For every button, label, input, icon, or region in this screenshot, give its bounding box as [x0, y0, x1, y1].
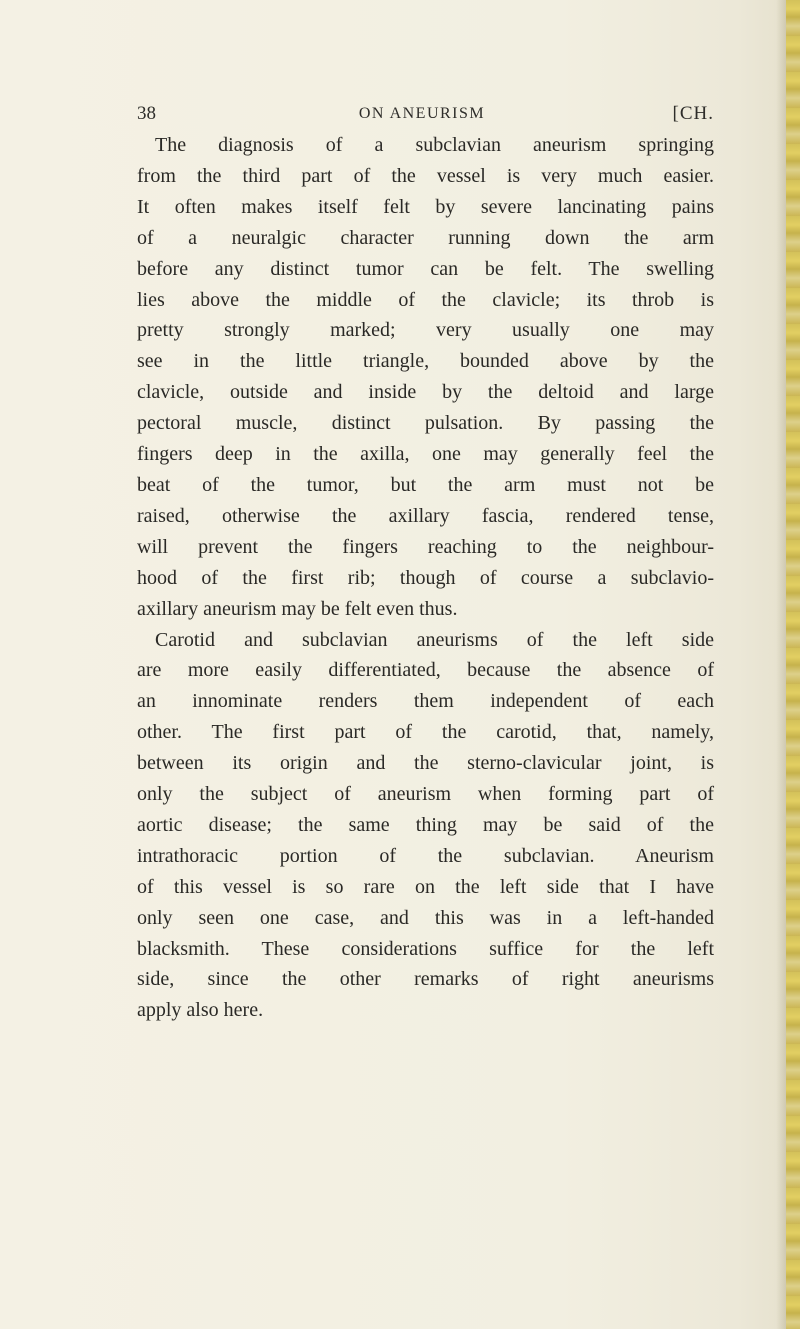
text-line: other. The first part of the carotid, that, namely,	[137, 721, 714, 744]
text-line: fingers deep in the axilla, one may generally feel the	[137, 443, 714, 466]
text-line: apply also here.	[137, 999, 264, 1022]
page-gilt-edge	[786, 0, 800, 1329]
body-text	[137, 130, 714, 1026]
text-line: pectoral muscle, distinct pulsation. By passing the	[137, 412, 714, 435]
text-line: beat of the tumor, but the arm must not be	[137, 473, 714, 496]
page-number: 38	[137, 103, 156, 124]
text-line: side, since the other remarks of right aneurisms	[137, 968, 714, 991]
text-line: before any distinct tumor can be felt. The swelling	[137, 257, 714, 280]
text-line: raised, otherwise the axillary fascia, rendered tense,	[137, 504, 714, 527]
text-line: blacksmith. These considerations suffice for the left	[137, 937, 714, 960]
text-line: only the subject of aneurism when forming part of	[137, 783, 714, 806]
text-line: intrathoracic portion of the subclavian. Aneurism	[137, 844, 714, 867]
text-line: only seen one case, and this was in a left-handed	[137, 906, 714, 929]
text-line: of this vessel is so rare on the left side that I have	[137, 875, 714, 898]
text-line: hood of the first rib; though of course a subclavio-	[137, 566, 714, 589]
text-line: lies above the middle of the clavicle; its throb is	[137, 288, 714, 311]
text-line: pretty strongly marked; very usually one may	[137, 319, 714, 342]
text-line: from the third part of the vessel is very much easier.	[137, 164, 714, 187]
text-line: Carotid and subclavian aneurisms of the left side	[155, 628, 714, 651]
text-line: see in the little triangle, bounded above by the	[137, 350, 714, 373]
running-title: ON ANEURISM	[358, 105, 486, 122]
text-line: between its origin and the sterno-clavicular joint, is	[137, 752, 714, 775]
text-line: an innominate renders them independent of each	[137, 690, 714, 713]
page-edge-shadow	[776, 0, 786, 1329]
text-line: The diagnosis of a subclavian aneurism springing	[155, 134, 714, 156]
text-line: aortic disease; the same thing may be said of the	[137, 813, 714, 836]
text-line: It often makes itself felt by severe lancinating pains	[137, 195, 714, 218]
chapter-mark: [CH.	[672, 103, 714, 124]
text-line: will prevent the fingers reaching to the neighbour-	[137, 535, 714, 558]
text-line: axillary aneurism may be felt even thus.	[137, 597, 458, 620]
text-line: are more easily differentiated, because the absence of	[137, 659, 714, 682]
text-line: of a neuralgic character running down the arm	[137, 226, 714, 249]
text-line: clavicle, outside and inside by the deltoid and large	[137, 381, 714, 404]
